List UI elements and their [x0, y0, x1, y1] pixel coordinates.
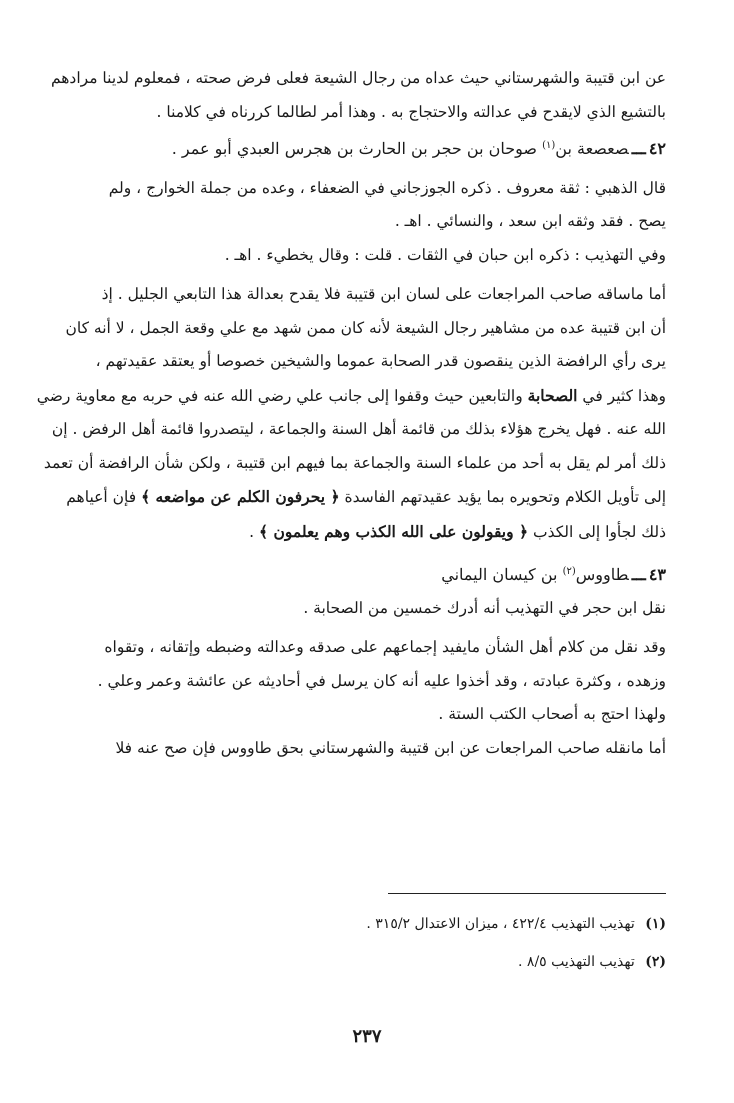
text-run: وهذا كثير في [582, 386, 666, 405]
paragraph-line: يرى رأي الرافضة الذين ينقصون قدر الصحابة عموما والشيخين خصوصا أو يعتقد عقيدتهم ، [95, 352, 666, 370]
paragraph-line: أما مانقله صاحب المراجعات عن ابن قتيبة والشهرستاني بحق طاووس فإن صح عنه فلا [115, 738, 666, 757]
entry-name-rest: بن كيسان اليماني [441, 565, 558, 584]
footnotes [86, 905, 666, 981]
paragraph-line [66, 480, 666, 515]
paragraph-line: ذلك أمر لم يقل به أحد من علماء السنة والجماعة بما فيهم ابن قتيبة ، ولكن شأن الرافضة أن تعمد [43, 453, 666, 472]
entry-name: صعصعة بن [555, 139, 629, 158]
paragraph-line: نقل ابن حجر في التهذيب أنه أدرك خمسين من الصحابة . [303, 598, 666, 617]
page-number: ٢٣٧ [352, 1026, 382, 1047]
paragraph-line [36, 379, 666, 414]
quran-quote: ﴿ يحرفون الكلم عن مواضعه ﴾ [141, 487, 340, 506]
text-run: فإن أعياهم [66, 488, 137, 506]
entry-42-heading [86, 129, 666, 166]
entry-name: طاووس [575, 565, 629, 584]
paragraph-line: الله عنه . فهل يخرج هؤلاء بذلك من قائمة أهل السنة والجماعة ، ليتصدروا قائمة أهل الرفض . إن [51, 420, 666, 438]
entry-name-rest: صوحان بن حجر بن الحارث بن هجرس العبدي أبو عمر . [171, 139, 537, 158]
footnote-ref: (٢) [562, 566, 576, 577]
text-run: والتابعين حيث وقفوا إلى جانب علي رضي الله عنه في حربه مع معاوية رضي [36, 386, 523, 405]
paragraph-line [86, 515, 666, 550]
paragraph-line: وفي التهذيب : ذكره ابن حبان في الثقات . قلت : وقال يخطيء . اهـ . [224, 245, 666, 264]
footnote-item [86, 943, 666, 981]
text-run: . [249, 522, 255, 541]
paragraph-line: وزهده ، وكثرة عبادته ، وقد أخذوا عليه أنه كان يرسل في أحاديثه عن عائشة وعمر وعلي . [97, 671, 666, 690]
footnote-item [86, 905, 666, 943]
entry-dash: ـــ [631, 565, 646, 584]
entry-number: ٤٢ [648, 139, 666, 158]
footnote-divider [388, 893, 666, 894]
paragraph-line: ولهذا احتج به أصحاب الكتب الستة . [438, 705, 666, 723]
text-run: ذلك لجأوا إلى الكذب [533, 522, 666, 541]
quran-quote: ﴿ ويقولون على الله الكذب وهم يعلمون ﴾ [259, 521, 529, 541]
footnote-ref: (١) [542, 140, 556, 151]
footnote-marker: (١) [645, 916, 666, 932]
paragraph-line: بالتشيع الذي لايقدح في عدالته والاحتجاج به . وهذا أمر لطالما كررناه في كلامنا . [156, 102, 666, 121]
paragraph-line: أما ماساقه صاحب المراجعات على لسان ابن قتيبة فلا يقدح بعدالة هذا التابعي الجليل . إذ [101, 285, 666, 303]
footnote-text: تهذيب التهذيب ٤٢٢/٤ ، ميزان الاعتدال ٣١٥/٢ . [366, 916, 635, 932]
main-text [36, 62, 666, 765]
entry-number: ٤٣ [648, 565, 666, 584]
entry-43-heading [86, 555, 666, 592]
paragraph-line: وقد نقل من كلام أهل الشأن مايفيد إجماعهم على صدقه وعدالته وضبطه وإتقانه ، وتقواه [104, 638, 666, 656]
paragraph-line: يصح . فقد وثقه ابن سعد ، والنسائي . اهـ . [394, 212, 666, 230]
footnote-marker: (٢) [645, 954, 666, 970]
paragraph-line: قال الذهبي : ثقة معروف . ذكره الجوزجاني في الضعفاء ، وعده من جملة الخوارج ، ولم [108, 178, 666, 197]
emphasis-text: الصحابة [527, 385, 578, 405]
paragraph-line: عن ابن قتيبة والشهرستاني حيث عداه من رجال الشيعة فعلى فرض صحته ، فمعلوم لدينا مرادهم [50, 69, 666, 87]
paragraph-line: أن ابن قتيبة عده من مشاهير رجال الشيعة لأنه كان ممن شهد مع علي وقعة الجمل ، لا أنه كان [65, 318, 666, 337]
entry-dash: ـــ [631, 139, 646, 158]
text-run: إلى تأويل الكلام وتحويره بما يؤيد عقيدتهم الفاسدة [344, 488, 666, 506]
footnote-text: تهذيب التهذيب ٨/٥ . [518, 954, 635, 970]
